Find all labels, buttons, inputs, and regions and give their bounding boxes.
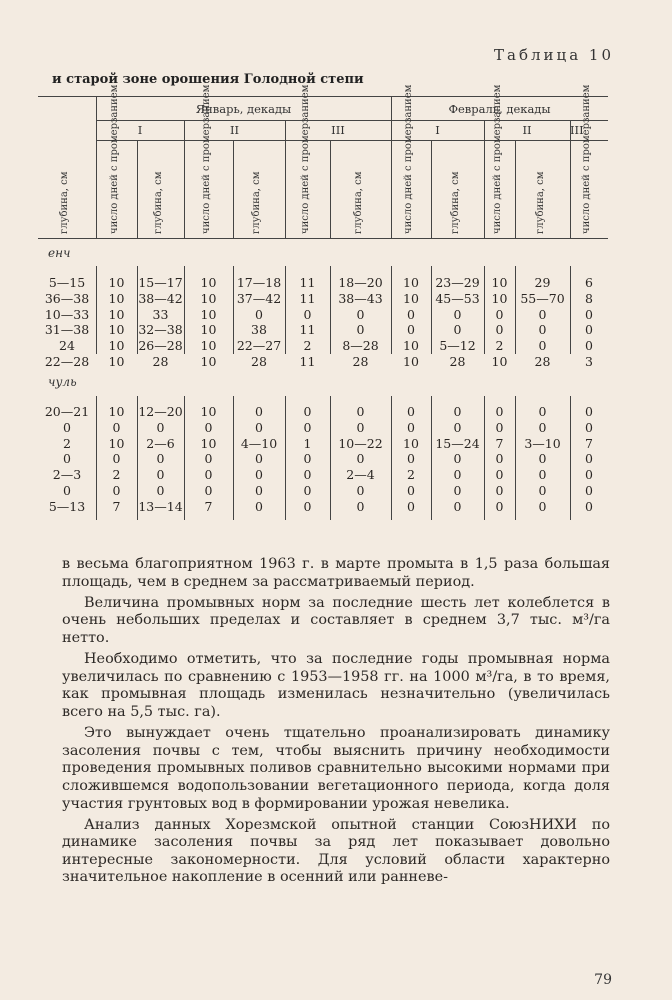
column-rule: [431, 140, 432, 238]
table-cell: 5—13: [48, 498, 86, 514]
table-cell: 10: [403, 290, 419, 306]
table-cell: 10: [403, 354, 419, 369]
table-cell: 10: [108, 404, 125, 419]
table-cell: 0: [255, 404, 263, 419]
frost-days-column-label: число дней с промерзанием: [403, 84, 414, 234]
column-rule: [330, 140, 331, 238]
table-cell: 0: [63, 483, 71, 498]
table-cell: 0: [204, 451, 213, 467]
table-cell: 33: [152, 306, 169, 322]
table-cell: 10: [200, 404, 217, 419]
table-cell: 0: [255, 451, 263, 467]
table-cell: 0: [156, 451, 165, 467]
table-cell: 10: [403, 435, 419, 451]
table-cell: 17—18: [236, 275, 282, 290]
table-cell: 7: [112, 498, 121, 514]
table-cell: 0: [495, 404, 504, 419]
table-cell: 24: [59, 338, 75, 354]
table-cell: 0: [303, 498, 312, 514]
depth-column-label: глубина, см: [152, 171, 164, 234]
table-cell: 5—15: [48, 275, 86, 290]
table-cell: 38: [251, 322, 267, 338]
month-heading: Февраль, декады: [448, 102, 551, 116]
header-bottom-rule: [38, 238, 608, 239]
table-cell: 26—28: [138, 338, 183, 354]
table-cell: 10: [108, 290, 125, 306]
table-cell: 10: [108, 306, 125, 322]
table-cell: 0: [63, 419, 71, 435]
table-cell: 7: [204, 498, 213, 514]
table-cell: 0: [204, 419, 213, 435]
table-cell: 0: [585, 338, 593, 354]
table-cell: 5—12: [439, 338, 476, 354]
table-cell: 2—4: [346, 467, 375, 483]
table-cell: 2—6: [146, 435, 175, 451]
table-cell: 8: [585, 290, 593, 306]
table-cell: 20—21: [44, 404, 90, 419]
table-cell: 0: [356, 306, 365, 322]
table-cell: 0: [538, 322, 547, 338]
table-cell: 0: [538, 451, 547, 467]
table-top-rule: [38, 96, 608, 97]
table-cell: 15—17: [138, 275, 183, 290]
table-cell: 10: [200, 290, 217, 306]
table-cell: 10: [108, 338, 125, 354]
table-cell: 0: [538, 306, 547, 322]
table-cell: 10: [200, 354, 217, 369]
table-cell: 0: [407, 404, 415, 419]
body-text: [62, 556, 610, 887]
table-cell: 0: [255, 419, 263, 435]
table-cell: 0: [453, 404, 462, 419]
table-cell: 22—28: [44, 354, 90, 369]
table-cell: 10: [108, 435, 125, 451]
table-cell: 0: [156, 483, 165, 498]
table-cell: 0: [356, 404, 365, 419]
table-cell: 0: [356, 498, 365, 514]
table-cell: 10: [108, 322, 125, 338]
table-title: и старой зоне орошения Голодной степи: [52, 72, 364, 87]
table-cell: 0: [255, 467, 263, 483]
table-cell: 0: [585, 322, 593, 338]
table-cell: 31—38: [44, 322, 90, 338]
table-cell: 0: [303, 419, 312, 435]
table-cell: 0: [453, 322, 462, 338]
table-cell: 37—42: [236, 290, 282, 306]
table-cell: 0: [255, 483, 263, 498]
table-cell: 0: [585, 306, 593, 322]
depth-column-label: глубина, см: [449, 171, 461, 234]
table-cell: 13—14: [138, 498, 183, 514]
frost-days-column-label: число дней с промерзанием: [299, 84, 311, 234]
table-cell: 28: [449, 354, 466, 369]
table-cell: 0: [407, 498, 415, 514]
table-cell: 10: [491, 275, 508, 290]
table-cell: 0: [303, 467, 312, 483]
table-cell: 0: [453, 498, 462, 514]
table-cell: 0: [407, 419, 415, 435]
table-cell: 0: [255, 498, 263, 514]
table-cell: 2: [112, 467, 121, 483]
table-cell: 3—10: [524, 435, 561, 451]
decade-heading: III: [331, 123, 345, 137]
frost-days-column-label: число дней с промерзанием: [200, 84, 212, 234]
table-cell: 23—29: [435, 275, 480, 290]
table-cell: 11: [299, 290, 316, 306]
paragraph: Величина промывных норм за последние шесть лет колеблется в очень небольших пределах и составляет в среднем 3,7 тыс. м³/га нетто.: [62, 594, 610, 646]
table-cell: 38—43: [338, 290, 383, 306]
table-cell: 0: [453, 419, 462, 435]
table-cell: 0: [495, 419, 504, 435]
table-cell: 0: [112, 419, 121, 435]
table-cell: 11: [299, 322, 316, 338]
table-cell: 10: [200, 306, 217, 322]
table-cell: 2—3: [52, 467, 82, 483]
month-rule: [96, 120, 608, 121]
column-rule: [391, 96, 392, 238]
table-cell: 8—28: [342, 338, 379, 354]
table-cell: 0: [538, 467, 547, 483]
table-cell: 10: [108, 275, 125, 290]
column-rule: [96, 96, 97, 238]
table-cell: 55—70: [520, 290, 565, 306]
table-cell: 0: [585, 404, 593, 419]
table-cell: 0: [303, 404, 312, 419]
table-cell: 0: [156, 467, 165, 483]
table-cell: 10—33: [44, 306, 90, 322]
table-cell: 0: [495, 467, 504, 483]
table-cell: 0: [538, 483, 547, 498]
table-cell: 3: [585, 354, 593, 369]
table-cell: 10: [200, 275, 217, 290]
paragraph: Необходимо отметить, что за последние годы промывная норма увеличилась по сравнению с 1953—1958 гг. на 1000 м³/га, в то время, как промывная площадь изменилась незначительно (увеличилась всего на 5,5 тыс. га).: [62, 651, 610, 720]
table-cell: 0: [495, 306, 504, 322]
column-rule: [484, 120, 485, 238]
table-cell: 0: [453, 306, 462, 322]
frost-table: [38, 84, 608, 526]
table-cell: 6: [585, 275, 593, 290]
group-label: енч: [48, 246, 71, 260]
table-cell: 0: [495, 451, 504, 467]
table-cell: 0: [407, 451, 415, 467]
table-cell: 10: [403, 275, 419, 290]
table-cell: 36—38: [44, 290, 90, 306]
table-cell: 0: [356, 483, 365, 498]
table-cell: 0: [356, 419, 365, 435]
table-cell: 0: [204, 467, 213, 483]
table-cell: 0: [303, 451, 312, 467]
table-cell: 0: [156, 419, 165, 435]
depth-column-label: глубина, см: [352, 171, 364, 234]
table-cell: 2: [63, 435, 71, 451]
table-cell: 0: [407, 306, 415, 322]
table-cell: 32—38: [138, 322, 183, 338]
table-cell: 10: [491, 354, 508, 369]
table-cell: 10: [403, 338, 419, 354]
table-cell: 10—22: [338, 435, 383, 451]
table-cell: 0: [453, 467, 462, 483]
column-rule: [285, 120, 286, 238]
decade-heading: I: [435, 123, 440, 137]
decade-heading: I: [137, 123, 143, 137]
table-cell: 0: [356, 451, 365, 467]
table-cell: 2: [303, 338, 312, 354]
table-cell: 0: [585, 419, 593, 435]
table-cell: 7: [585, 435, 593, 451]
table-number: Таблица 10: [494, 46, 614, 64]
column-rule: [137, 140, 138, 238]
table-cell: 0: [538, 404, 547, 419]
table-cell: 0: [407, 483, 415, 498]
table-cell: 2: [407, 467, 415, 483]
table-cell: 28: [152, 354, 169, 369]
table-cell: 0: [585, 498, 593, 514]
table-cell: 0: [63, 451, 71, 467]
table-cell: 0: [407, 322, 415, 338]
table-cell: 11: [299, 275, 316, 290]
table-cell: 11: [299, 354, 316, 369]
table-cell: 0: [538, 498, 547, 514]
table-cell: 28: [534, 354, 551, 369]
table-cell: 0: [585, 483, 593, 498]
group-label: чуль: [48, 375, 77, 389]
month-heading: Январь, декады: [195, 102, 292, 116]
table-cell: 0: [112, 483, 121, 498]
table-cell: 10: [108, 354, 125, 369]
table-cell: 0: [303, 306, 312, 322]
table-cell: 0: [585, 451, 593, 467]
table-cell: 4—10: [240, 435, 278, 451]
table-cell: 0: [356, 322, 365, 338]
table-cell: 10: [491, 290, 508, 306]
table-cell: 0: [538, 419, 547, 435]
table-cell: 0: [495, 498, 504, 514]
table-cell: 0: [255, 306, 263, 322]
table-cell: 0: [495, 322, 504, 338]
frost-days-column-label: число дней с промерзанием: [581, 84, 592, 234]
decade-rule: [96, 140, 608, 141]
table-cell: 15—24: [435, 435, 480, 451]
page-number: 79: [594, 972, 612, 988]
table-cell: 7: [495, 435, 504, 451]
table-cell: 0: [453, 451, 462, 467]
table-cell: 10: [200, 322, 217, 338]
decade-heading: III: [570, 123, 584, 137]
table-cell: 29: [534, 275, 551, 290]
table-cell: 0: [453, 483, 462, 498]
table-cell: 2: [495, 338, 504, 354]
column-rule: [570, 120, 571, 238]
paragraph: Это вынуждает очень тщательно проанализировать динамику засоления почвы с тем, чтобы выяснить причину необходимости проведения промывных поливов сравнительно высокими нормами при сложившемся водопользовании вегетационного периода, когда доля участия грунтовых вод в формировании урожая невелика.: [62, 725, 610, 812]
table-cell: 28: [251, 354, 267, 369]
paragraph: Анализ данных Хорезмской опытной станции СоюзНИХИ по динамике засоления почвы за ряд лет показывает довольно интересные закономерности. Для условий области характерно значительное накопление в осенний или ранневе-: [62, 816, 610, 886]
table-cell: 12—20: [138, 404, 183, 419]
table-cell: 28: [352, 354, 369, 369]
paragraph: в весьма благоприятном 1963 г. в марте промыта в 1,5 раза большая площадь, чем в среднем за рассматриваемый период.: [62, 556, 610, 590]
depth-column-label: глубина, см: [534, 171, 546, 234]
depth-column-label: глубина, см: [59, 171, 70, 234]
decade-heading: II: [522, 123, 532, 137]
table-cell: 0: [495, 483, 504, 498]
frost-days-column-label: число дней с промерзанием: [108, 84, 120, 234]
decade-heading: II: [229, 123, 240, 137]
table-cell: 0: [204, 483, 213, 498]
table-cell: 0: [303, 483, 312, 498]
table-cell: 1: [303, 435, 312, 451]
table-cell: 38—42: [138, 290, 183, 306]
table-cell: 45—53: [435, 290, 480, 306]
frost-days-column-label: число дней с промерзанием: [491, 84, 503, 234]
table-cell: 0: [112, 451, 121, 467]
table-cell: 0: [538, 338, 547, 354]
column-rule: [233, 140, 234, 238]
table-cell: 22—27: [236, 338, 282, 354]
table-cell: 10: [200, 435, 217, 451]
column-rule: [184, 120, 185, 238]
table-cell: 18—20: [338, 275, 383, 290]
depth-column-label: глубина, см: [251, 171, 262, 234]
table-cell: 0: [585, 467, 593, 483]
table-cell: 10: [200, 338, 217, 354]
